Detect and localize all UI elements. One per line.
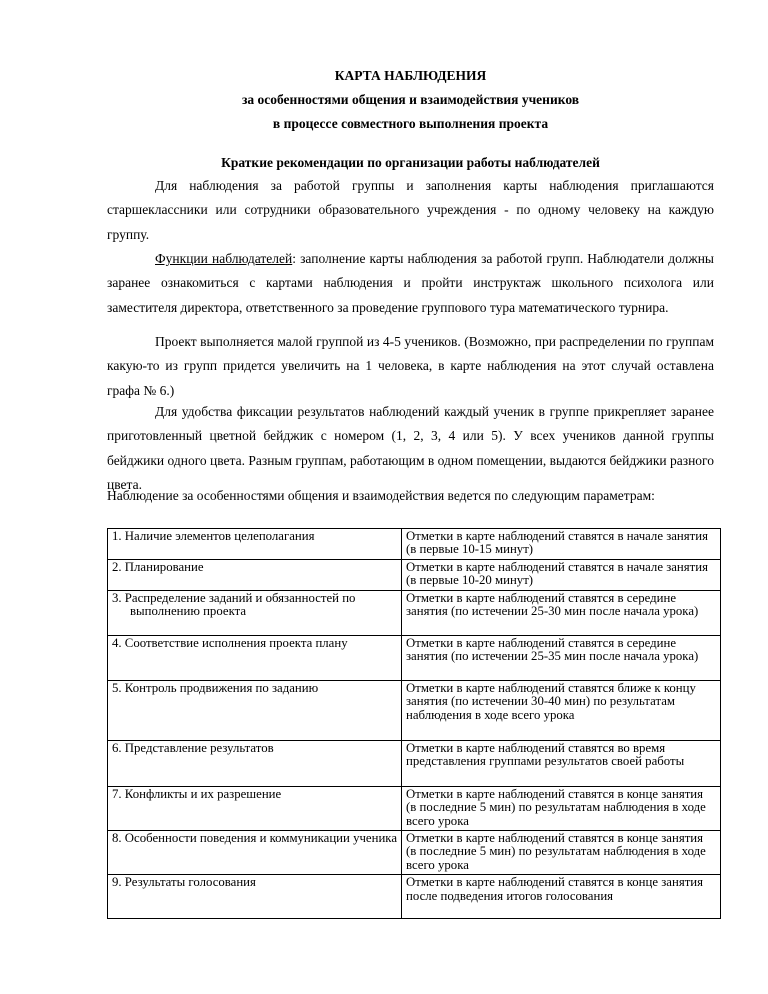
parameter-label: 4. Соответствие исполнения проекта плану <box>112 635 348 650</box>
paragraph-text: : заполнение карты наблюдения за работой групп. Наблюдатели должны заранее ознакомиться с картами наблюдения и пройти инструктаж школьного психолога или заместителя директора, ответственного за проведение группового тура математического турнира. <box>107 251 714 315</box>
document-subtitle-1: за особенностями общения и взаимодействия учеников <box>241 92 580 107</box>
section-title: Краткие рекомендации по организации работы наблюдателей <box>221 155 600 170</box>
parameter-cell <box>108 875 402 919</box>
parameter-label: 8. Особенности поведения и коммуникации ученика <box>112 831 397 846</box>
parameter-cell <box>108 529 402 560</box>
table-row <box>108 875 721 919</box>
table-row <box>108 680 721 740</box>
parameter-label: 6. Представление результатов <box>112 740 274 755</box>
parameter-cell <box>108 590 402 635</box>
parameter-cell <box>108 680 402 740</box>
parameter-cell <box>108 635 402 680</box>
table-row <box>108 560 721 591</box>
parameter-label: 3. Распределение заданий и обязанностей по выполнению проекта <box>112 590 356 619</box>
table-row <box>108 590 721 635</box>
paragraph-badges <box>107 400 714 497</box>
note-cell: Отметки в карте наблюдений ставятся в конце занятия после подведения итогов голосования <box>402 875 721 919</box>
paragraph-text: Для удобства фиксации результатов наблюдений каждый ученик в группе прикрепляет заранее приготовленный цветной бейджик с номером (1, 2, 3, 4 или 5). У всех учеников данной группы бейджики одного цвета. Разным группам, работающим в одном помещении, выдаются бейджики разного цвета. <box>107 404 714 492</box>
table-row <box>108 831 721 875</box>
note-cell: Отметки в карте наблюдений ставятся в начале занятия (в первые 10-15 минут) <box>402 529 721 560</box>
paragraph-parameters-intro: Наблюдение за особенностями общения и взаимодействия ведется по следующим параметрам: <box>107 488 655 503</box>
parameter-cell <box>108 740 402 786</box>
paragraph-observer-functions <box>107 247 714 320</box>
observer-functions-label: Функции наблюдателей <box>155 251 293 266</box>
parameter-cell <box>108 560 402 591</box>
note-cell: Отметки в карте наблюдений ставятся ближе к концу занятия (по истечении 30-40 мин) по результатам наблюдения в ходе всего урока <box>402 680 721 740</box>
note-cell: Отметки в карте наблюдений ставятся в середине занятия (по истечении 25-35 мин после начала урока) <box>402 635 721 680</box>
paragraph-group-size <box>107 330 714 403</box>
table-row <box>108 740 721 786</box>
parameter-label: 1. Наличие элементов целеполагания <box>112 529 315 543</box>
table-row <box>108 786 721 830</box>
parameter-label: 9. Результаты голосования <box>112 875 256 890</box>
note-cell: Отметки в карте наблюдений ставятся в конце занятия (в последние 5 мин) по результатам наблюдения в ходе всего урока <box>402 786 721 830</box>
parameter-label: 2. Планирование <box>112 560 204 574</box>
document-title: КАРТА НАБЛЮДЕНИЯ <box>334 68 487 83</box>
note-cell: Отметки в карте наблюдений ставятся во время представления группами результатов своей работы <box>402 740 721 786</box>
paragraph-observers-invited <box>107 174 714 247</box>
note-cell: Отметки в карте наблюдений ставятся в конце занятия (в последние 5 мин) по результатам наблюдения в ходе всего урока <box>402 831 721 875</box>
document-subtitle-2: в процессе совместного выполнения проекта <box>272 116 549 131</box>
parameter-label: 5. Контроль продвижения по заданию <box>112 680 319 695</box>
parameter-cell <box>108 786 402 830</box>
note-cell: Отметки в карте наблюдений ставятся в начале занятия (в первые 10-20 минут) <box>402 560 721 591</box>
parameter-cell <box>108 831 402 875</box>
table-row <box>108 635 721 680</box>
parameter-label: 7. Конфликты и их разрешение <box>112 786 282 801</box>
note-cell: Отметки в карте наблюдений ставятся в середине занятия (по истечении 25-30 мин после начала урока) <box>402 590 721 635</box>
table-row <box>108 529 721 560</box>
paragraph-text: Проект выполняется малой группой из 4-5 учеников. (Возможно, при распределении по группам какую-то из групп придется увеличить на 1 человека, в карте наблюдения на этот случай оставлена графа № 6.) <box>107 334 714 398</box>
paragraph-text: Для наблюдения за работой группы и заполнения карты наблюдения приглашаются старшеклассники или сотрудники образовательного учреждения - по одному человеку на каждую группу. <box>107 178 714 242</box>
parameters-table <box>107 528 721 919</box>
